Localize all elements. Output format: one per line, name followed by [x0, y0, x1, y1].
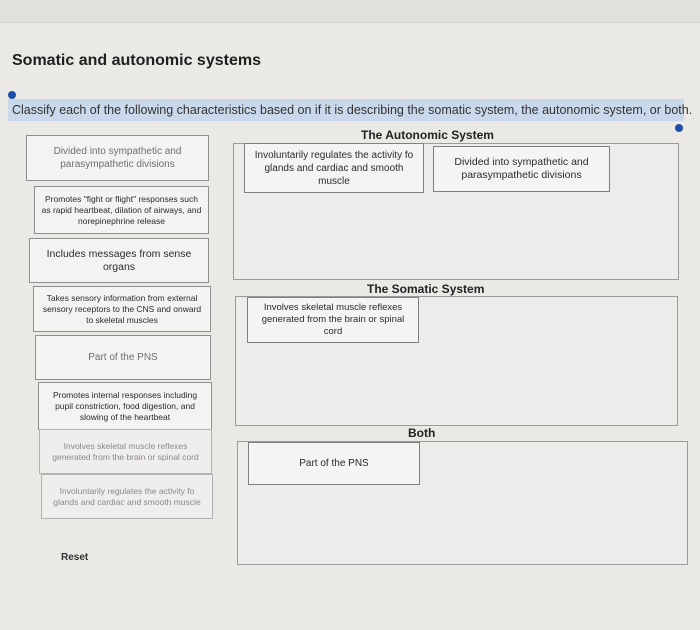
bank-card-skeletal-reflexes[interactable]: Involves skeletal muscle reflexes generated from the brain or spinal cord — [39, 429, 212, 474]
both-zone-label: Both — [408, 426, 436, 440]
bank-card-sympathetic-divisions[interactable]: Divided into sympathetic and parasympathetic divisions — [26, 135, 209, 181]
bank-card-fight-or-flight[interactable]: Promotes "fight or flight" responses such as rapid heartbeat, dilation of airways, and norepinephrine release — [34, 186, 209, 234]
top-bar — [0, 0, 700, 23]
bank-card-internal-responses[interactable]: Promotes internal responses including pupil constriction, food digestion, and slowing of the heartbeat — [38, 382, 212, 430]
both-card-part-of-pns[interactable]: Part of the PNS — [248, 442, 420, 485]
page-title: Somatic and autonomic systems — [12, 52, 261, 69]
autonomic-card-sympathetic-divisions[interactable]: Divided into sympathetic and parasympathetic divisions — [433, 146, 610, 192]
somatic-zone-label: The Somatic System — [367, 282, 485, 296]
autonomic-card-involuntary-regulation[interactable]: Involuntarily regulates the activity fo glands and cardiac and smooth muscle — [244, 143, 424, 193]
instructions-text: Classify each of the following characteristics based on if it is describing the somatic system, the autonomic system, or both. — [8, 99, 684, 121]
bank-card-sense-organs[interactable]: Includes messages from sense organs — [29, 238, 209, 283]
bank-card-part-of-pns[interactable]: Part of the PNS — [35, 335, 211, 380]
bank-card-sensory-information[interactable]: Takes sensory information from external sensory receptors to the CNS and onward to skeletal muscles — [33, 286, 211, 332]
selection-start-handle-icon[interactable] — [8, 91, 16, 99]
autonomic-zone-label: The Autonomic System — [361, 128, 494, 142]
bank-card-involuntary-regulation[interactable]: Involuntarily regulates the activity fo glands and cardiac and smooth muscle — [41, 474, 213, 519]
selection-end-handle-icon[interactable] — [675, 124, 683, 132]
reset-button[interactable]: Reset — [61, 552, 89, 563]
somatic-card-skeletal-reflexes[interactable]: Involves skeletal muscle reflexes generated from the brain or spinal cord — [247, 297, 419, 343]
